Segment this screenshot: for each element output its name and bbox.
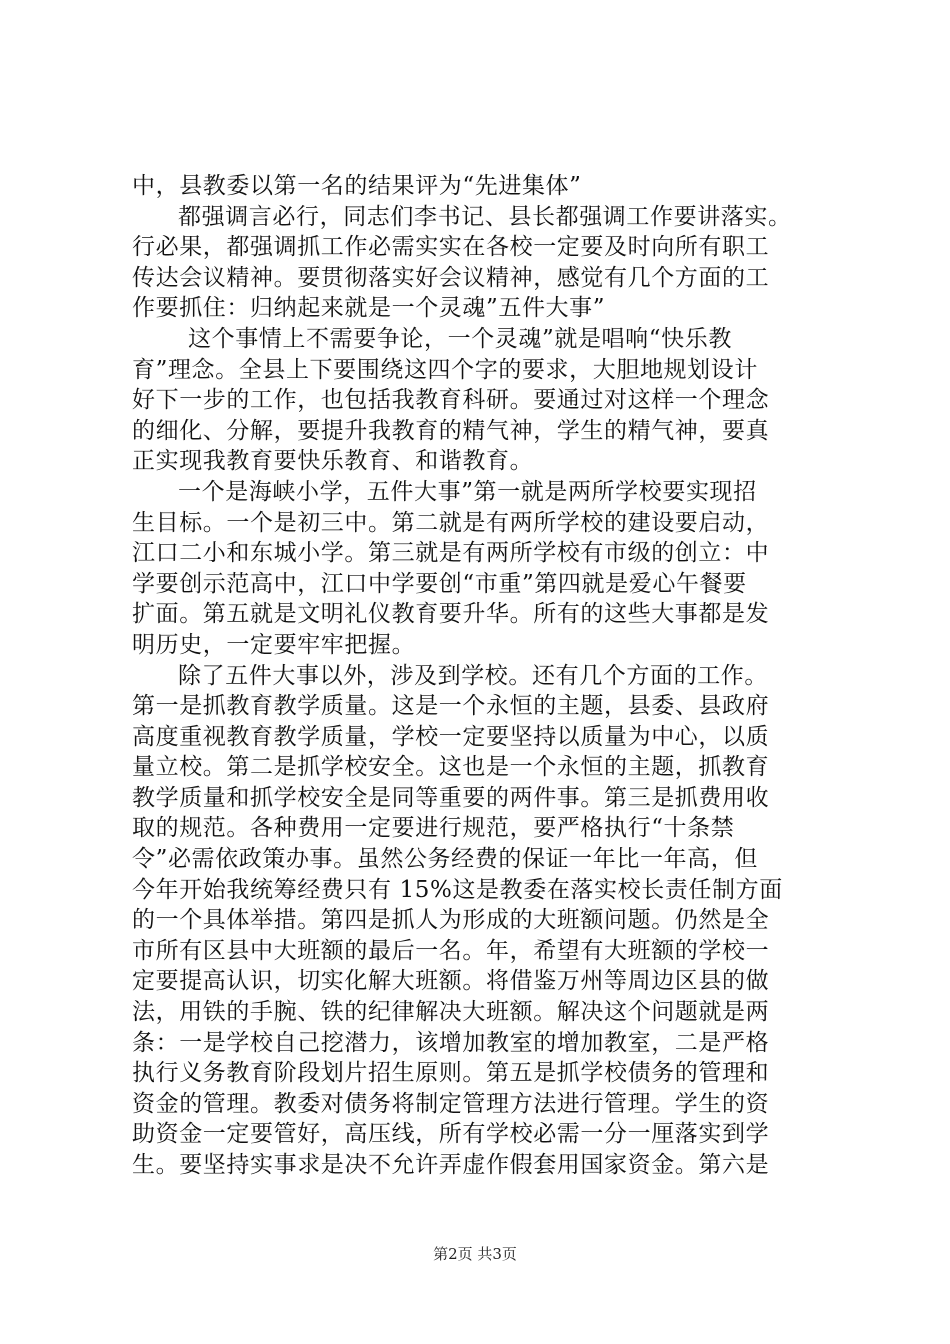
text-line: 一个是海峡小学，五件大事”第一就是两所学校要实现招 (178, 478, 757, 505)
text-line: 扩面。第五就是文明礼仪教育要升华。所有的这些大事都是发 (132, 601, 770, 628)
text-line: 第一是抓教育教学质量。这是一个永恒的主题，县委、县政府 (132, 693, 770, 720)
text-line: 生。要坚持实事求是决不允许弄虚作假套用国家资金。第六是 (132, 1152, 770, 1178)
body-text (132, 171, 832, 1181)
text-line: 正实现我教育要快乐教育、和谐教育。 (132, 448, 534, 475)
text-line: 除了五件大事以外，涉及到学校。还有几个方面的工作。 (178, 662, 768, 689)
text-line: 资金的管理。教委对债务将制定管理方法进行管理。学生的资 (132, 1090, 770, 1117)
text-line: 教学质量和抓学校安全是同等重要的两件事。第三是抓费用收 (132, 784, 770, 811)
text-line: 学要创示范高中，江口中学要创“市重”第四就是爱心午餐要 (132, 570, 747, 597)
text-line: 育”理念。全县上下要围绕这四个字的要求，大胆地规划设计 (132, 356, 758, 383)
page-number-footer: 第2页 共3页 (433, 1245, 517, 1263)
text-line: 都强调言必行，同志们李书记、县长都强调工作要讲落实。 (178, 203, 792, 230)
text-line: 行必果，都强调抓工作必需实实在各校一定要及时向所有职工 (132, 234, 770, 261)
text-line: 江口二小和东城小学。第三就是有两所学校有市级的创立：中 (132, 540, 770, 567)
text-line: 法，用铁的手腕、铁的纪律解决大班额。解决这个问题就是两 (132, 999, 770, 1026)
text-line: 量立校。第二是抓学校安全。这也是一个永恒的主题，抓教育 (132, 754, 770, 781)
text-line: 助资金一定要管好，高压线，所有学校必需一分一厘落实到学 (132, 1121, 770, 1148)
text-line: 定要提高认识，切实化解大班额。将借鉴万州等周边区县的做 (132, 968, 770, 995)
text-line: 的细化、分解，要提升我教育的精气神，学生的精气神，要真 (132, 417, 770, 444)
text-line: 的一个具体举措。第四是抓人为形成的大班额问题。仍然是全 (132, 907, 770, 934)
text-line: 令”必需依政策办事。虽然公务经费的保证一年比一年高，但 (132, 846, 758, 873)
text-line: 生目标。一个是初三中。第二就是有两所学校的建设要启动， (132, 509, 770, 536)
text-line: 取的规范。各种费用一定要进行规范，要严格执行“十条禁 (132, 815, 735, 842)
text-line: 中，县教委以第一名的结果评为“先进集体” (132, 173, 582, 199)
text-line: 好下一步的工作，也包括我教育科研。要通过对这样一个理念 (132, 387, 770, 414)
text-line: 今年开始我统筹经费只有 15%这是教委在落实校长责任制方面 (132, 876, 783, 903)
text-line: 条：一是学校自己挖潜力，该增加教室的增加教室，二是严格 (132, 1029, 770, 1056)
text-line: 传达会议精神。要贯彻落实好会议精神，感觉有几个方面的工 (132, 264, 770, 291)
text-line: 明历史，一定要牢牢把握。 (132, 631, 416, 658)
text-line: 作要抓住：归纳起来就是一个灵魂”五件大事” (132, 295, 606, 322)
text-line: 执行义务教育阶段划片招生原则。第五是抓学校债务的管理和 (132, 1060, 770, 1087)
text-line: 高度重视教育教学质量，学校一定要坚持以质量为中心，以质 (132, 723, 770, 750)
text-line: 市所有区县中大班额的最后一名。年，希望有大班额的学校一 (132, 937, 770, 964)
text-line: 这个事情上不需要争论，一个灵魂”就是唱响“快乐教 (188, 325, 732, 352)
